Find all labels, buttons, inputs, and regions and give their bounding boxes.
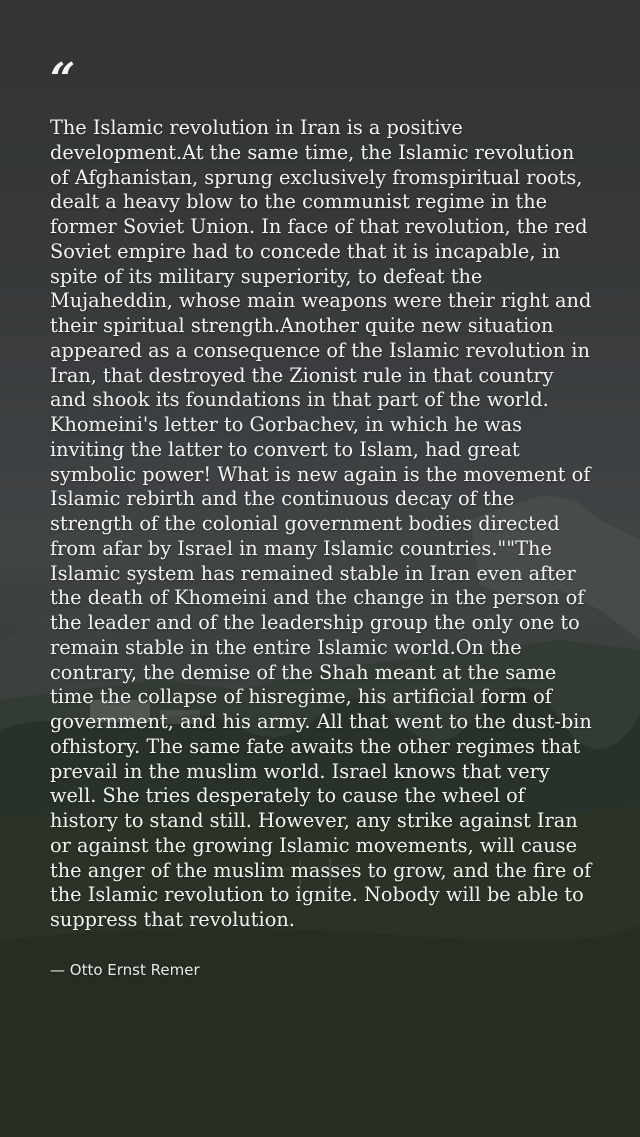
quote-author: — Otto Ernst Remer xyxy=(50,960,200,979)
quote-text: The Islamic revolution in Iran is a positive development.At the same time, the Islamic revolution of Afghanistan, sprung exclusively fromspiritual roots, dealt a heavy blow to the communist regime in the former Soviet Union. In face of that revolution, the red Soviet empire had to concede that it is incapable, in spite of its military superiority, to defeat the Mujaheddin, whose main weapons were their right and their spiritual strength.Another quite new situation appeared as a consequence of the Islamic revolution in Iran, that destroyed the Zionist rule in that country and shook its foundations in that part of the world. Khomeini's letter to Gorbachev, in which he was inviting the latter to convert to Islam, had great symbolic power! What is new again is the movement of Islamic rebirth and the continuous decay of the strength of the colonial government bodies directed from afar by Israel in many Islamic countries.""The Islamic system has remained stable in Iran even after the death of Khomeini and the change in the person of the leader and of the leadership group the only one to remain stable in the entire Islamic world.On the contrary, the demise of the Shah meant at the same time the collapse of hisregime, his artificial form of government, and his army. All that went to the dust-bin ofhistory. The same fate awaits the other regimes that prevail in the muslim world. Israel knows that very well. She tries desperately to cause the wheel of history to stand still. However, any strike against Iran or against the growing Islamic movements, will cause the anger of the muslim masses to grow, and the fire of the Islamic revolution to ignite. Nobody will be able to suppress that revolution. xyxy=(50,116,592,931)
quote-card xyxy=(50,54,595,979)
quote-mark-icon: “ xyxy=(50,54,76,105)
